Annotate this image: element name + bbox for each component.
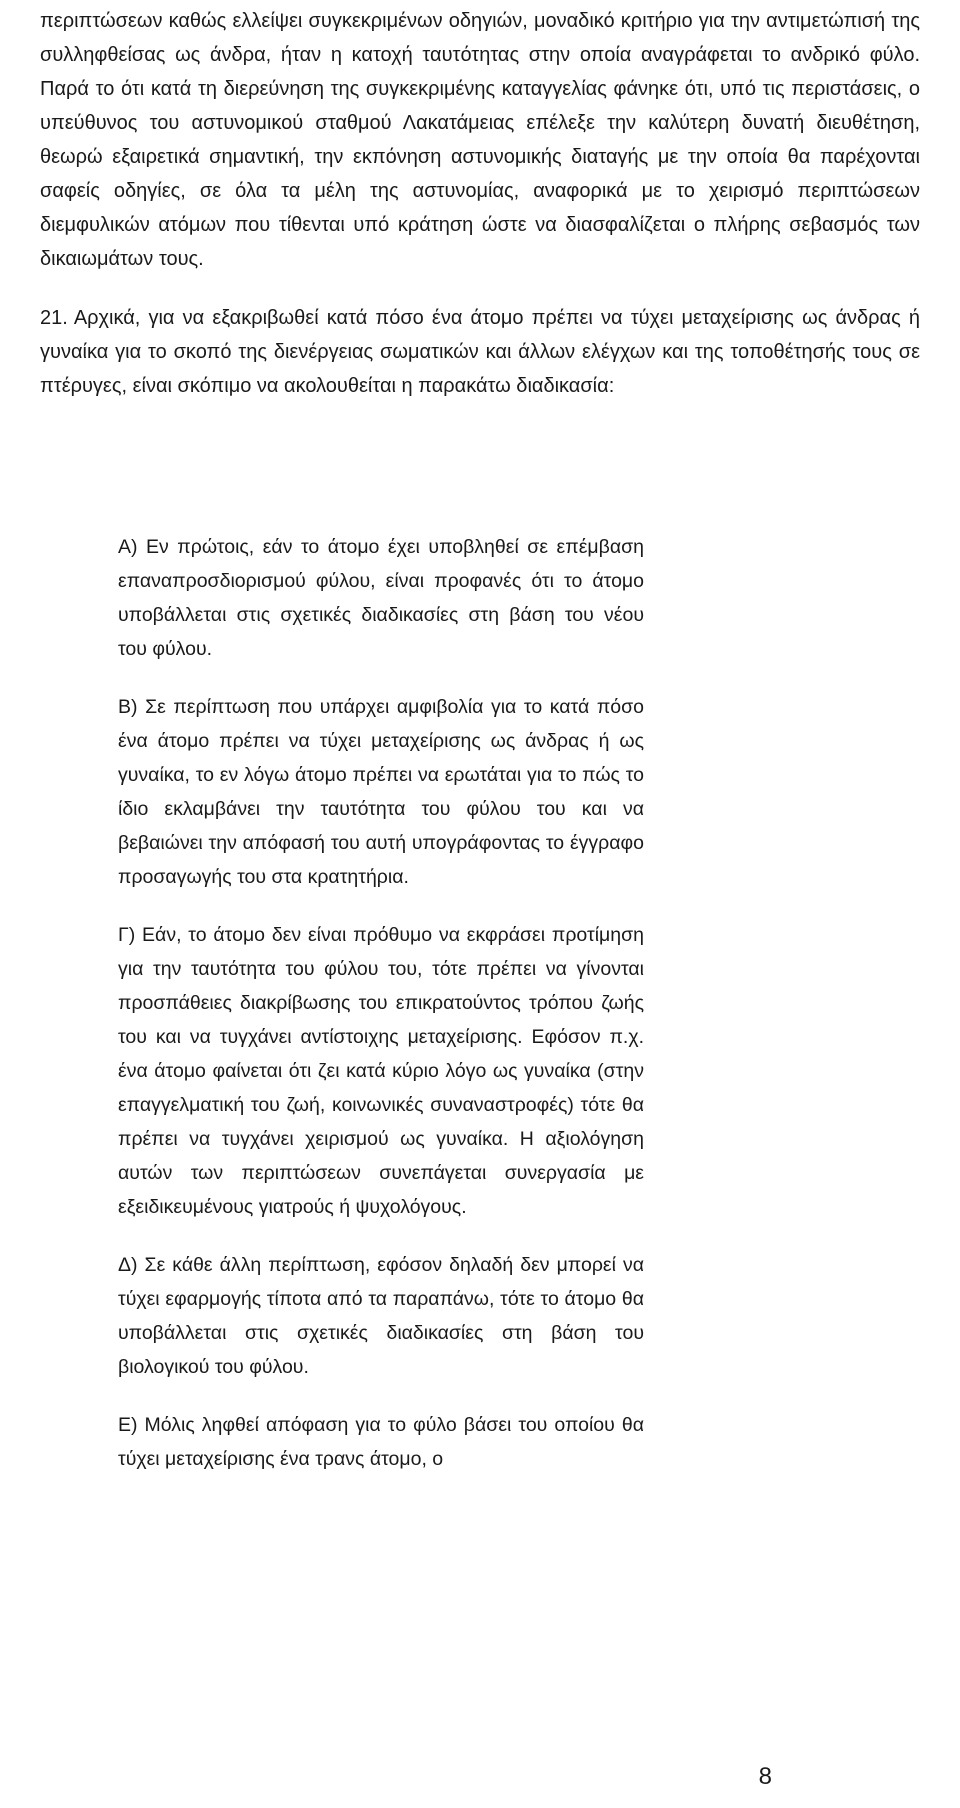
- subparagraph-list: [118, 530, 644, 1500]
- paragraph-21: [40, 301, 920, 403]
- paragraph-number: 21.: [40, 307, 68, 329]
- subparagraph-a: Α) Εν πρώτοις, εάν το άτομο έχει υποβληθεί σε επέμβαση επαναπροσδιορισμού φύλου, είναι προφανές ότι το άτομο υποβάλλεται στις σχετικές διαδικασίες στη βάση του νέου του φύλου.: [118, 536, 644, 660]
- subparagraph-c: Γ) Εάν, το άτομο δεν είναι πρόθυμο να εκφράσει προτίμηση για την ταυτότητα του φύλου του, τότε πρέπει να γίνονται προσπάθειες διακρίβωσης του επικρατούντος τρόπου ζωής του και να τυγχάνει αντίστοιχης μεταχείρισης. Εφόσον π.χ. ένα άτομο φαίνεται ότι ζει κατά κύριο λόγο ως γυναίκα (στην επαγγελματική του ζωή, κοινωνικές συναναστροφές) τότε θα πρέπει να τυγχάνει χειρισμού ως γυναίκα. Η αξιολόγηση αυτών των περιπτώσεων συνεπάγεται συνεργασία με εξειδικευμένους γιατρούς ή ψυχολόγους.: [118, 924, 644, 1218]
- paragraph-21-text: Αρχικά, για να εξακριβωθεί κατά πόσο ένα άτομο πρέπει να τύχει μεταχείρισης ως άνδρας ή γυναίκα για το σκοπό της διενέργειας σωματικών και άλλων ελέγχων και της τοποθέτησής τους σε πτέρυγες, είναι σκόπιμο να ακολουθείται η παρακάτω διαδικασία:: [40, 307, 920, 397]
- subparagraph-e: Ε) Μόλις ληφθεί απόφαση για το φύλο βάσει του οποίου θα τύχει μεταχείρισης ένα τρανς άτομο, ο: [118, 1414, 644, 1470]
- subparagraph-b: Β) Σε περίπτωση που υπάρχει αμφιβολία για το κατά πόσο ένα άτομο πρέπει να τύχει μεταχείρισης ως άνδρας ή ως γυναίκα, το εν λόγω άτομο πρέπει να ερωτάται για το πώς το ίδιο εκλαμβάνει την ταυτότητα του φύλου του και να βεβαιώνει την απόφασή του αυτή υπογράφοντας το έγγραφο προσαγωγής του στα κρατητήρια.: [118, 696, 644, 888]
- page-number: 8: [758, 1763, 772, 1790]
- paragraph-continued: περιπτώσεων καθώς ελλείψει συγκεκριμένων οδηγιών, μοναδικό κριτήριο για την αντιμετώπισή της συλληφθείσας ως άνδρα, ήταν η κατοχή ταυτότητας στην οποία αναγράφεται το ανδρικό φύλο. Παρά το ότι κατά τη διερεύνηση της συγκεκριμένης καταγγελίας φάνηκε ότι, υπό τις περιστάσεις, ο υπεύθυνος του αστυνομικού σταθμού Λακατάμειας επέλεξε την καλύτερη δυνατή διευθέτηση, θεωρώ εξαιρετικά σημαντική, την εκπόνηση αστυνομικής διαταγής με την οποία θα παρέχονται σαφείς οδηγίες, σε όλα τα μέλη της αστυνομίας, αναφορικά με το χειρισμό περιπτώσεων διεμφυλικών ατόμων που τίθενται υπό κράτηση ώστε να διασφαλίζεται ο πλήρης σεβασμός των δικαιωμάτων τους.: [40, 10, 920, 270]
- subparagraph-d: Δ) Σε κάθε άλλη περίπτωση, εφόσον δηλαδή δεν μπορεί να τύχει εφαρμογής τίποτα από τα παραπάνω, τότε το άτομο θα υποβάλλεται στις σχετικές διαδικασίες στη βάση του βιολογικού του φύλου.: [118, 1254, 644, 1378]
- main-text-block: [40, 0, 920, 403]
